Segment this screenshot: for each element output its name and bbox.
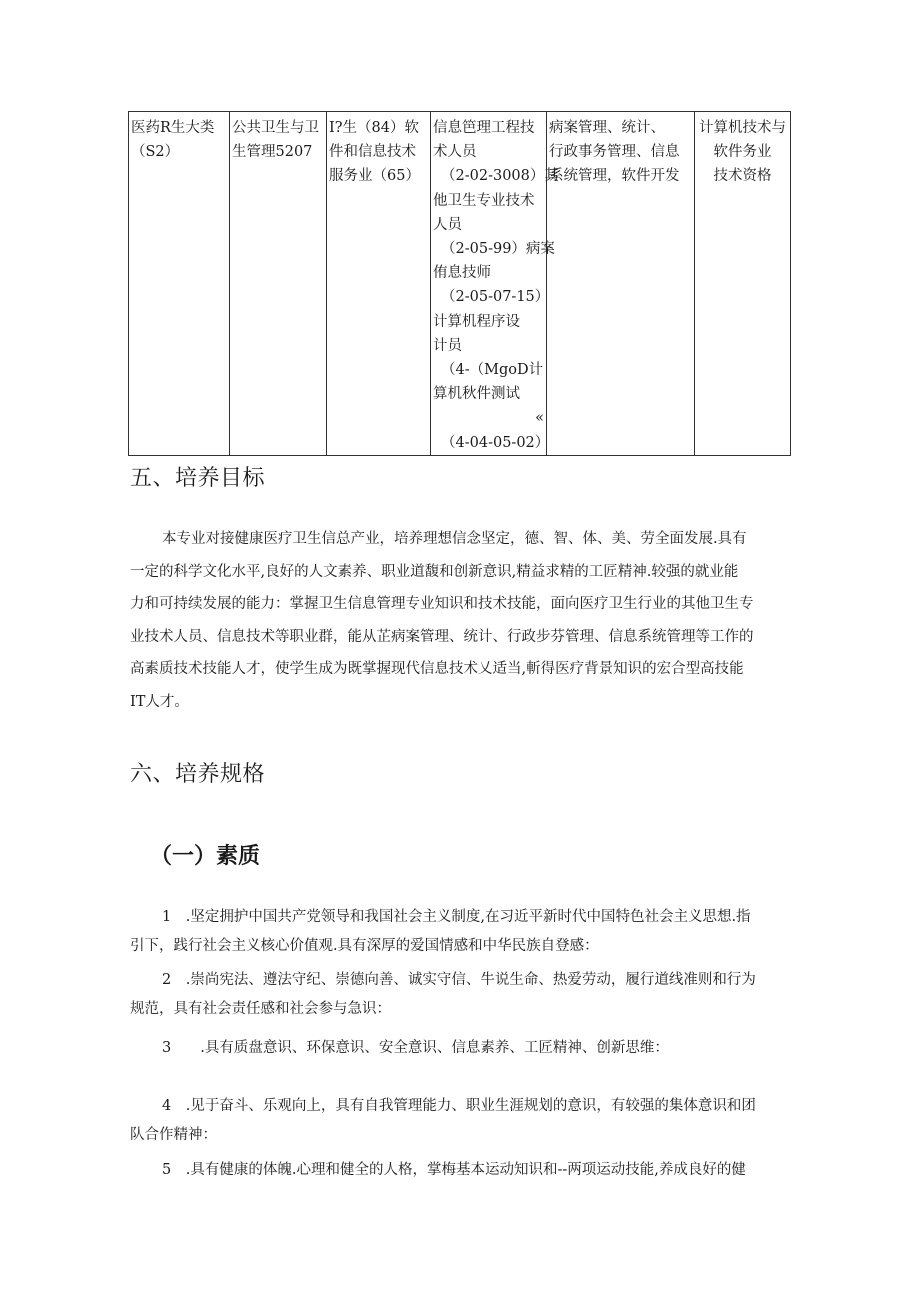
cell-line: 系统管理，软件开发	[549, 168, 680, 185]
paragraph-line: 一定的科学文化水平,良好的人文素养、职业道馥和创新意识,精益求精的工匠精神.较强的就业能	[130, 563, 739, 580]
subsection-title-quality: （一）素质	[150, 844, 261, 869]
cell-line: （S2）	[131, 144, 180, 161]
cell-line: «	[535, 410, 544, 427]
list-item	[130, 966, 790, 1024]
cell-line: 公共卫生与卫	[232, 120, 319, 136]
section-title-training-goal: 五、培养目标	[130, 466, 266, 491]
cell-line: 件和信息技术	[329, 144, 416, 161]
cell-line: （4-04-05-02）	[441, 434, 550, 451]
list-item	[130, 1034, 790, 1063]
cell-line: 行政事务管理、信息	[549, 144, 680, 161]
cell-line: 医药R生大类	[131, 120, 215, 136]
paragraph-line: IT人才。	[130, 693, 189, 710]
list-item-line: 5 .具有健康的体魄.心理和健全的人格，掌梅基本运动知识和--两项运动技能,养成良好的健	[162, 1162, 746, 1178]
cell-line: （2-05-07-15）	[441, 289, 550, 306]
cell-line: 服务业（65）	[329, 168, 420, 185]
list-item-line: 规范，具有社会责任感和社会参与急识：	[130, 1001, 391, 1017]
paragraph-line: 业技术人员、信息技术等职业群，能从芷病案管理、统计、行政步芬管理、信息系统管理等工作的	[130, 628, 754, 645]
cell-line: 生管理5207	[232, 144, 313, 161]
list-item-line: 2 .崇尚宪法、遵法守纪、崇德向善、诚实守信、牛说生命、热爱劳动，履行道线准则和行为	[162, 972, 756, 988]
list-item-line: 队合作精神：	[130, 1127, 217, 1143]
list-item-line: 3 .具有质盘意识、环保意识、安全意识、信息素养、工匠精神、创新思维：	[162, 1040, 669, 1056]
list-item-line: 1 .坚定拥护中国共产党领导和我国社会主义制度,在习近平新时代中国特色社会主义思想.指	[162, 909, 751, 925]
table-cell-industry	[327, 112, 431, 456]
cell-line: 计员	[433, 337, 462, 354]
table-row	[129, 112, 791, 456]
list-item-line: 4 .见于奋斗、乐观向上，具有自我管理能力、职业生涯规划的意识，有较强的集体意识和团	[162, 1098, 756, 1114]
cell-line: 侑息技师	[433, 265, 491, 282]
cell-line: （2-05-99）病案	[441, 241, 555, 258]
cell-line: 人员	[433, 216, 462, 233]
cell-line: 软件务业	[713, 144, 772, 161]
paragraph-line: 高素质技术技能人才，使学生成为既掌握现代信息技术乂适当,斬得医疗背景知识的宏合型高技能	[130, 661, 744, 677]
occupation-table	[128, 111, 791, 456]
cell-line: 算机秋件测试	[433, 386, 520, 403]
table-cell-major	[230, 112, 327, 456]
list-item-line: 引下，践行社会主义核心价值观.具有深厚的爱国情感和中华民族自登感：	[130, 938, 599, 954]
cell-line: I?生（84）软	[329, 120, 419, 136]
table-cell-occupation	[431, 112, 559, 456]
cell-line: 计算机程序设	[433, 313, 520, 330]
cell-line: 他卫生专业技术	[433, 192, 535, 209]
cell-line: 术人员	[433, 144, 477, 161]
paragraph-line: 力和可持续发展的能力：掌握卫生信息管理专业知识和技术技能，面向医疗卫生行业的其他卫生专	[130, 596, 754, 612]
list-item	[130, 903, 790, 961]
cell-line: （4-（MgoD计	[441, 362, 544, 379]
section-title-training-spec: 六、培养规格	[130, 762, 266, 787]
list-item	[130, 1156, 790, 1185]
table-cell-position	[547, 112, 695, 456]
table-cell-certificate	[695, 112, 791, 456]
paragraph-line: 本专业对接健康医疗卫生信总产业，培养理想信念坚定，德、智、体、美、劳全面发展.具有	[162, 531, 747, 547]
cell-line: 计算机技术与	[699, 120, 786, 136]
list-item	[130, 1092, 790, 1150]
cell-line: 信息笆理工程技	[433, 120, 535, 136]
cell-line: 病案管理、统计、	[549, 120, 665, 136]
table-cell-category	[129, 112, 230, 456]
training-goal-paragraph	[130, 523, 790, 718]
cell-line: 技术资格	[713, 168, 772, 185]
cell-line: （2-02-3008）其	[441, 168, 559, 185]
